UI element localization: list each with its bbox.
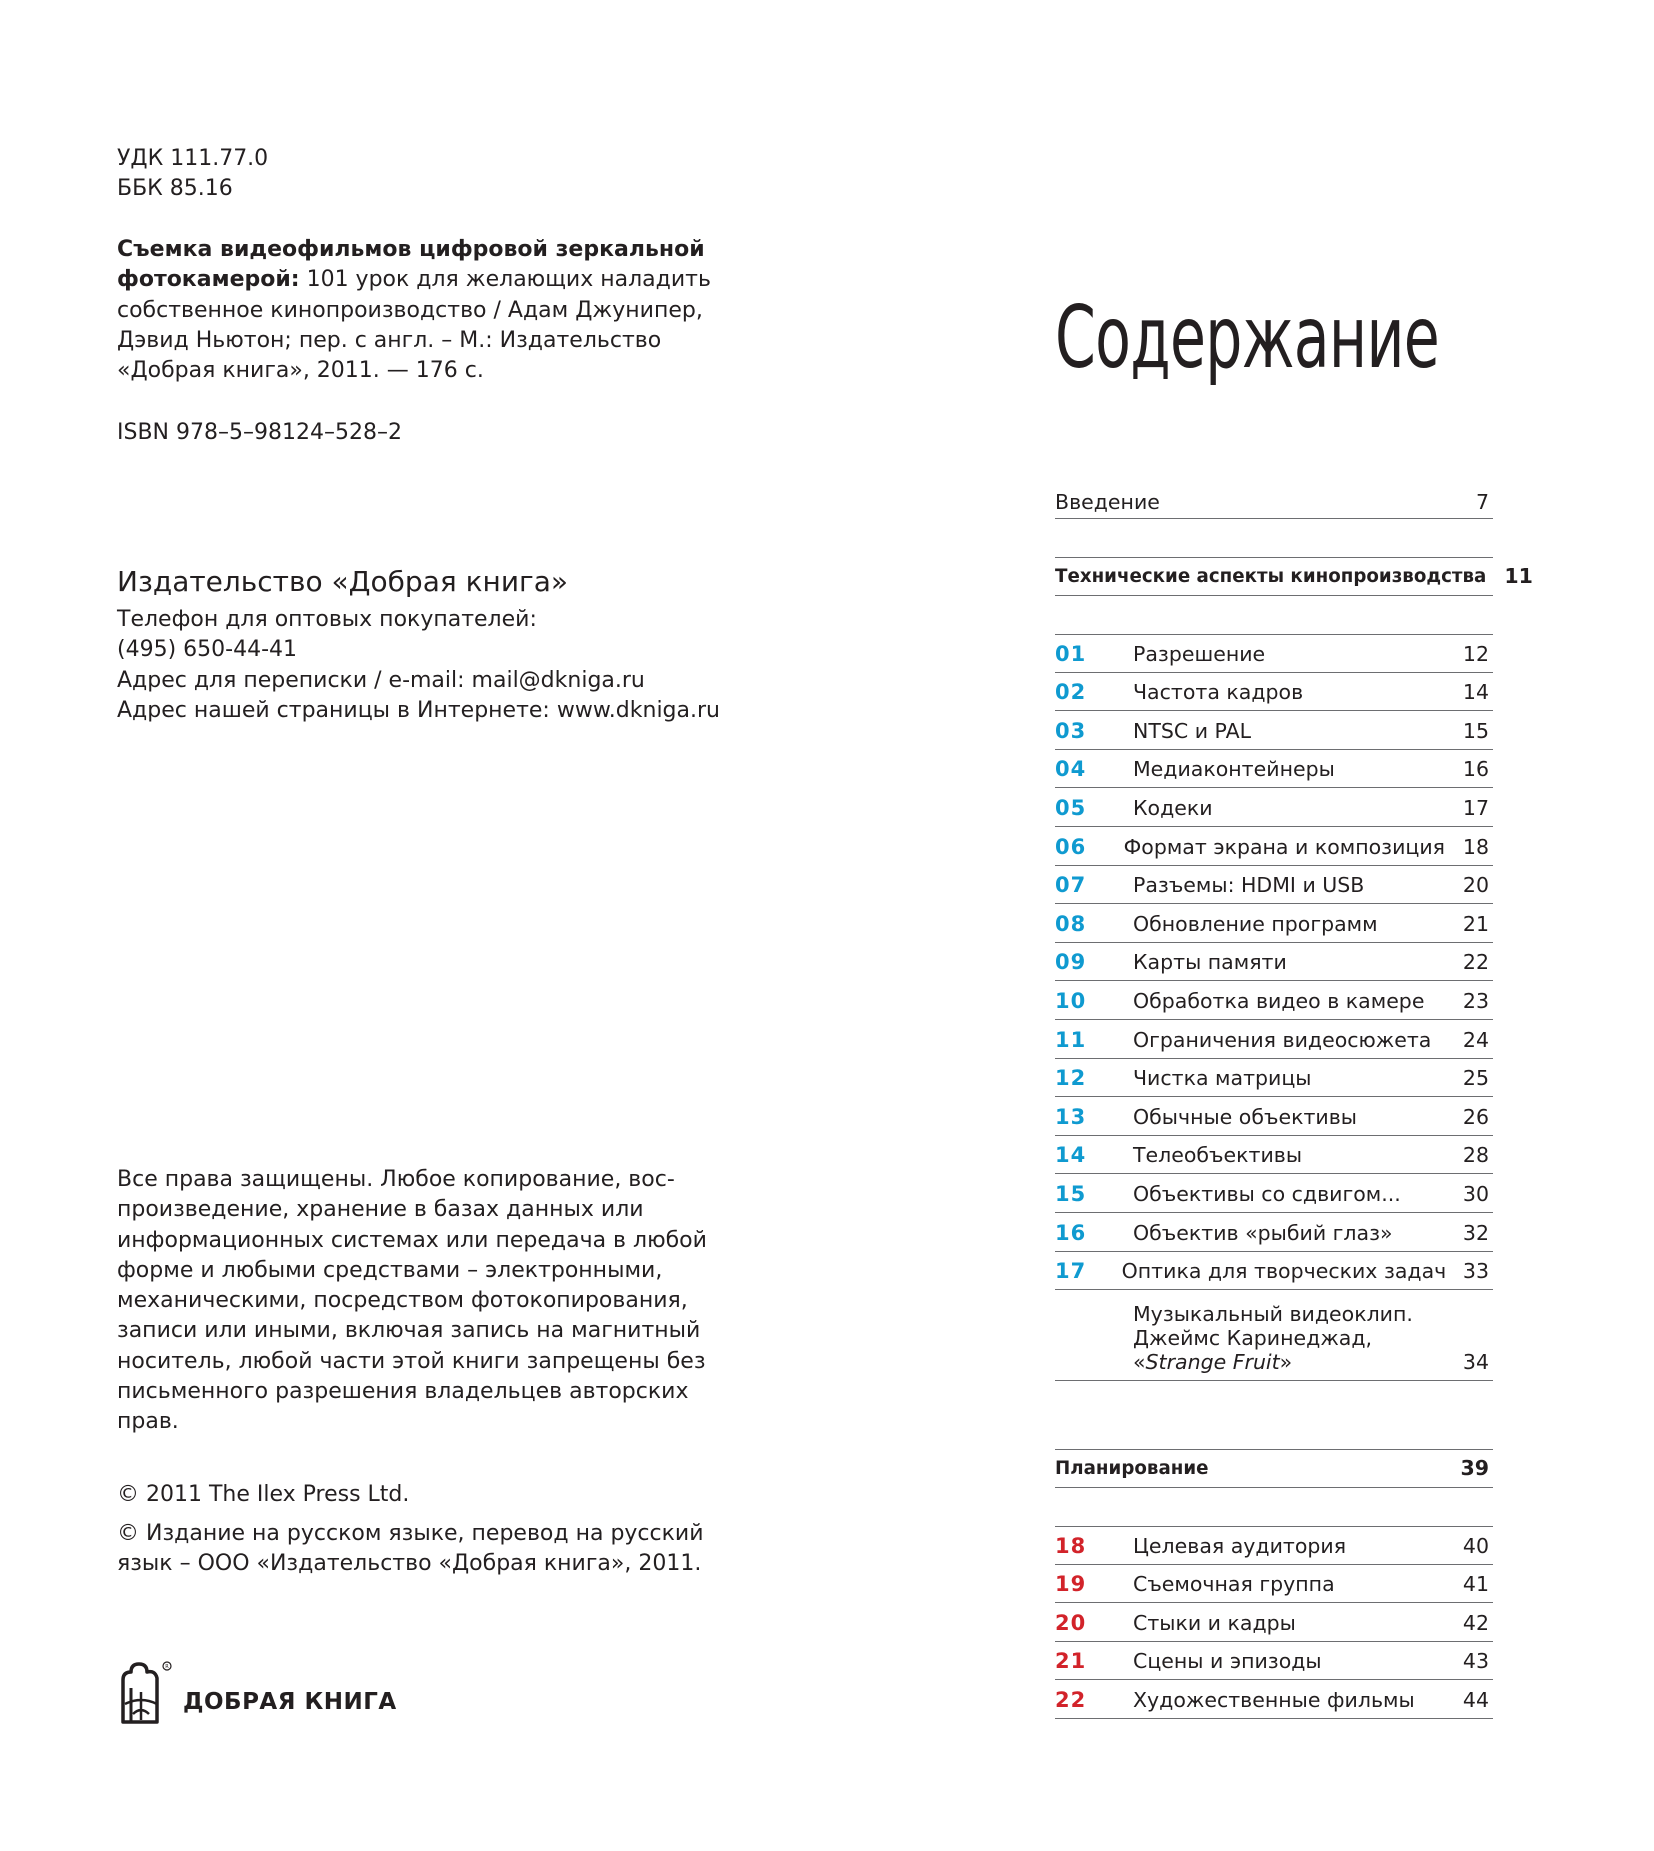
toc-item-number: 12 [1055,1066,1087,1091]
toc-item[interactable] [1055,1603,1493,1642]
toc-item-number: 22 [1055,1687,1087,1712]
copyright-1: © 2011 The Ilex Press Ltd. [117,1482,410,1507]
toc-item[interactable] [1055,788,1493,827]
publisher-logo [117,1660,397,1726]
toc-item-label: Частота кадров [1133,680,1304,705]
copyright-2-line-2: язык – ООО «Издательство «Добрая книга», 2011. [117,1551,702,1577]
toc-item-page: 20 [1462,873,1489,898]
toc-extra-line-1: Музыкальный видеоклип. [1133,1302,1413,1327]
toc-item-label: Объективы со сдвигом... [1133,1181,1401,1206]
toc-item-page: 17 [1462,795,1489,820]
toc-item-number: 16 [1055,1220,1087,1245]
toc-item[interactable] [1055,634,1493,673]
toc-intro-label: Введение [1055,490,1160,514]
toc-extra-line-3-close: » [1279,1350,1293,1375]
toc-item[interactable] [1055,1059,1493,1098]
publisher-info [117,565,737,726]
toc-item-label: Целевая аудитория [1133,1533,1347,1558]
description-line-5: «Добрая книга», 2011. — 176 с. [117,358,484,384]
toc-item-number: 13 [1055,1104,1087,1129]
toc-item-page: 42 [1462,1610,1489,1635]
toc-item-number: 08 [1055,911,1087,936]
toc-item-label: Чистка матрицы [1133,1066,1312,1091]
toc-item-page: 15 [1462,718,1489,743]
description-line-3: собственное кинопроизводство / Адам Джунипер, [117,297,703,323]
bibliographic-description [117,235,737,386]
toc-item-label: Разъемы: HDMI и USB [1133,873,1365,898]
toc-item-label: Съемочная группа [1133,1572,1335,1597]
rights-line: Все права защищены. Любое копирование, вос- [117,1167,675,1192]
toc-item-page: 41 [1462,1572,1489,1597]
toc-item-label: NTSC и PAL [1133,718,1252,743]
rights-line: прав. [117,1409,179,1435]
toc-item[interactable] [1055,1642,1493,1681]
toc-item[interactable] [1055,1565,1493,1604]
toc-item-label: Обновление программ [1133,911,1378,936]
toc-item-number: 03 [1055,718,1087,743]
toc-item-number: 11 [1055,1027,1087,1052]
toc-item[interactable] [1055,1097,1493,1136]
toc-section-label: Технические аспекты кинопроизводства [1055,565,1487,587]
phone-number: (495) 650-44-41 [117,637,298,663]
website-line: Адрес нашей страницы в Интернете: www.dkniga.ru [117,697,720,723]
rights-line: записи или иными, включая запись на магнитный [117,1318,701,1344]
toc-extra-line-3-italic: Strange Fruit [1145,1350,1280,1375]
toc-item-page: 25 [1462,1066,1489,1091]
toc-item[interactable] [1055,1680,1493,1719]
book-subtitle: 101 урок для желающих наладить [299,267,711,293]
toc-section-page: 11 [1504,564,1533,588]
toc-extra-label [1133,1302,1439,1374]
toc-item-number: 07 [1055,873,1087,898]
bbk-code: ББК 85.16 [117,176,233,202]
toc-item[interactable] [1055,1526,1493,1565]
toc-item[interactable] [1055,904,1493,943]
toc-item-label: Художественные фильмы [1133,1687,1415,1712]
toc-item-label: Ограничения видеосюжета [1133,1027,1432,1052]
toc-item-page: 26 [1462,1104,1489,1129]
toc-item-label: Стыки и кадры [1133,1610,1296,1635]
toc-item-page: 14 [1462,680,1489,705]
toc-item-page: 18 [1462,834,1489,859]
book-title-line-1: Съемка видеофильмов цифровой зеркальной [117,237,705,262]
toc-extra-page: 34 [1462,1350,1489,1375]
toc-item[interactable] [1055,1213,1493,1252]
toc-item-number: 10 [1055,988,1087,1013]
toc-item-page: 33 [1462,1259,1489,1284]
toc-section-page: 39 [1460,1456,1489,1480]
toc-intro[interactable] [1055,483,1493,519]
toc-section-technical[interactable] [1055,557,1533,596]
toc-section-label: Планирование [1055,1457,1209,1479]
toc-item-page: 32 [1462,1220,1489,1245]
book-title-line-2 [117,265,737,295]
rights-line: форме и любыми средствами – электронными, [117,1257,663,1283]
toc-item-number: 02 [1055,680,1087,705]
toc-item-page: 16 [1462,757,1489,782]
toc-item-page: 12 [1462,641,1489,666]
copyright-2-line-1: © Издание на русском языке, перевод на русский [117,1521,704,1546]
toc-item-number: 18 [1055,1533,1087,1558]
toc-item-label: Формат экрана и композиция [1123,834,1446,859]
toc-item-label: Сцены и эпизоды [1133,1649,1322,1674]
toc-item[interactable] [1055,866,1493,905]
toc-item-label: Обычные объективы [1133,1104,1357,1129]
toc-item-number: 04 [1055,757,1087,782]
logo-text: ДОБРАЯ КНИГА [183,1688,397,1715]
copyright-2 [117,1519,737,1580]
rights-notice [117,1165,737,1438]
toc-item[interactable] [1055,1136,1493,1175]
toc-item-number: 01 [1055,641,1087,666]
udk-code: УДК 111.77.0 [117,146,269,171]
toc-item-label: Телеобъективы [1133,1143,1303,1168]
toc-item-label: Оптика для творческих задач [1121,1259,1447,1284]
toc-item-label: Обработка видео в камере [1133,988,1425,1013]
toc-extra-music-video[interactable] [1055,1290,1493,1381]
toc-item-number: 17 [1055,1259,1087,1284]
toc-item[interactable] [1055,1174,1493,1213]
rights-line: произведение, хранение в базах данных или [117,1197,644,1223]
isbn: ISBN 978–5–98124–528–2 [117,420,402,445]
toc-extra-line-3-open: « [1133,1350,1146,1375]
dobraya-kniga-logo-icon [117,1660,173,1726]
toc-item-number: 20 [1055,1610,1087,1635]
toc-item-label: Медиаконтейнеры [1133,757,1335,782]
toc-item[interactable] [1055,943,1493,982]
publisher-name: Издательство «Добрая книга» [117,565,569,598]
toc-item-label: Кодеки [1133,795,1213,820]
toc-item-label: Карты памяти [1133,950,1287,975]
email-line: Адрес для переписки / e-mail: mail@dkniga.ru [117,667,645,693]
toc-item-number: 09 [1055,950,1087,975]
toc-section-planning[interactable] [1055,1449,1493,1488]
toc-item-page: 44 [1462,1687,1489,1712]
toc-item-page: 30 [1462,1181,1489,1206]
toc-item[interactable] [1055,1252,1493,1291]
toc-item[interactable] [1055,750,1493,789]
toc-item-page: 23 [1462,988,1489,1013]
phone-label: Телефон для оптовых покупателей: [117,607,537,632]
toc-item[interactable] [1055,711,1493,750]
toc-item-number: 19 [1055,1572,1087,1597]
toc-item[interactable] [1055,673,1493,712]
toc-item[interactable] [1055,981,1493,1020]
description-line-4: Дэвид Ньютон; пер. с англ. – М.: Издательство [117,327,662,353]
svg-text:R: R [165,1664,169,1670]
toc-item-page: 40 [1462,1533,1489,1558]
toc-intro-page: 7 [1475,490,1489,514]
rights-line: письменного разрешения владельцев авторских [117,1379,689,1405]
toc-extra-line-2: Джеймс Каринеджад, [1133,1326,1373,1351]
rights-line: информационных системах или передача в любой [117,1227,707,1253]
classification-codes [117,144,737,205]
toc-item-number: 05 [1055,795,1087,820]
toc-item-label: Объектив «рыбий глаз» [1133,1220,1393,1245]
toc-item-number: 21 [1055,1649,1087,1674]
toc-item-page: 28 [1462,1143,1489,1168]
toc-item[interactable] [1055,827,1493,866]
toc-title: Содержание [1055,288,1440,388]
toc-item-number: 14 [1055,1143,1087,1168]
toc-item-page: 22 [1462,950,1489,975]
toc-item-page: 43 [1462,1649,1489,1674]
toc-item-page: 24 [1462,1027,1489,1052]
toc-item-number: 06 [1055,834,1087,859]
toc-item-page: 21 [1462,911,1489,936]
book-title-bold: фотокамерой: [117,267,300,293]
toc-item-label: Разрешение [1133,641,1266,666]
rights-line: носитель, любой части этой книги запрещены без [117,1348,706,1374]
toc-item[interactable] [1055,1020,1493,1059]
toc-item-number: 15 [1055,1181,1087,1206]
rights-line: механическими, посредством фотокопирования, [117,1288,688,1314]
